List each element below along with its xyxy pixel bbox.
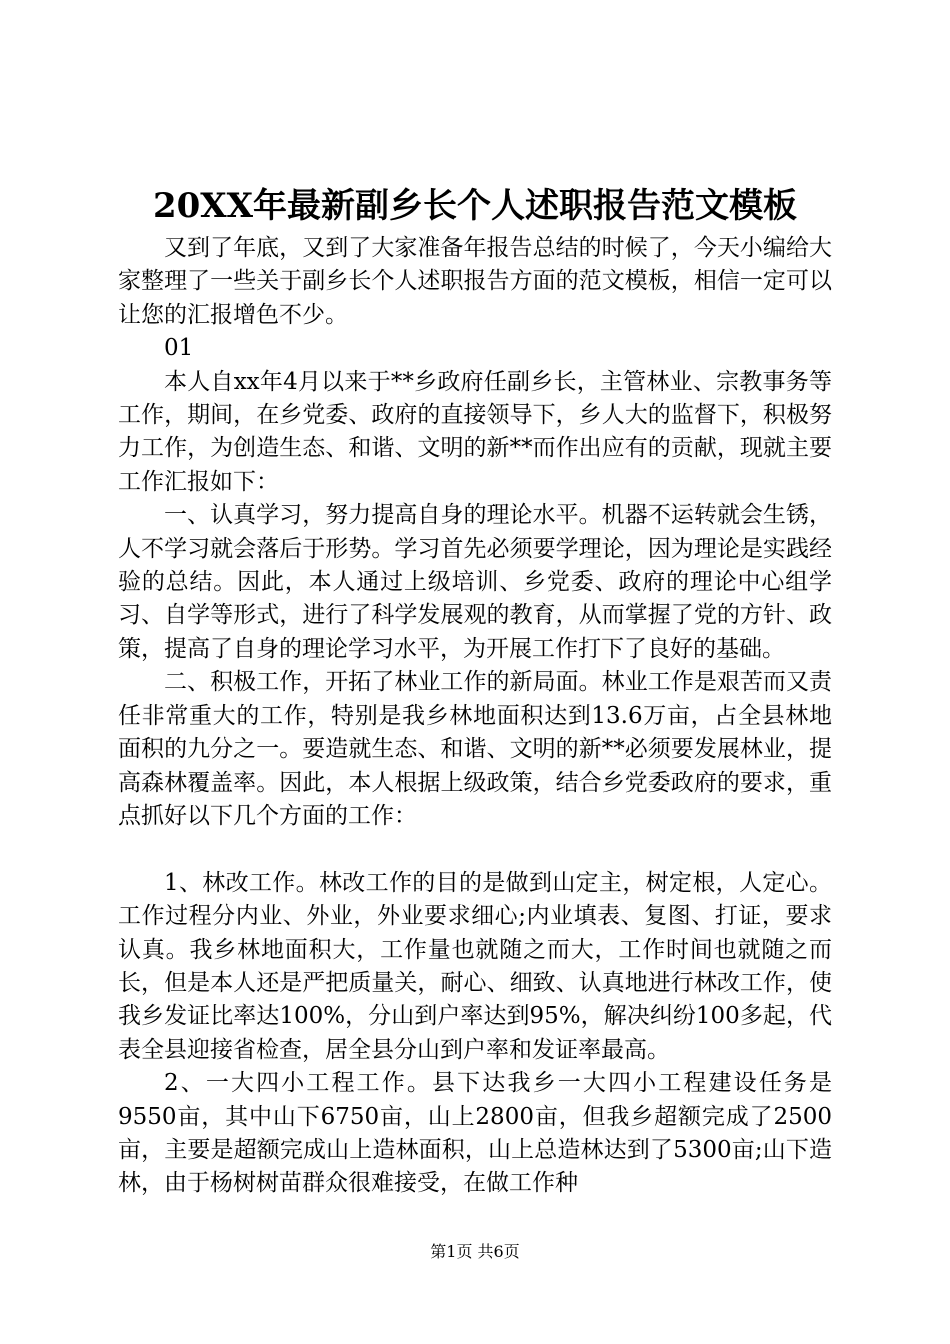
paragraph-forestry: 二、积极工作，开拓了林业工作的新局面。林业工作是艰苦而又责任非常重大的工作，特别是我乡林地面积达到13.6万亩，占全县林地面积的九分之一。要造就生态、和谐、文明的新**必须要发展林业，提高森林覆盖率。因此，本人根据上级政策，结合乡党委政府的要求，重点抓好以下几个方面的工作：	[118, 669, 832, 829]
paragraph-background: 本人自xx年4月以来于**乡政府任副乡长，主管林业、宗教事务等工作，期间，在乡党委、政府的直接领导下，乡人大的监督下，积极努力工作，为创造生态、和谐、文明的新**而作出应有的贡献，现就主要工作汇报如下：	[118, 368, 832, 495]
paragraph-intro: 又到了年底，又到了大家准备年报告总结的时候了，今天小编给大家整理了一些关于副乡长个人述职报告方面的范文模板，相信一定可以让您的汇报增色不少。	[118, 235, 832, 328]
document-body	[118, 232, 832, 1201]
paragraph-forest-reform: 1、林改工作。林改工作的目的是做到山定主，树定根，人定心。工作过程分内业、外业，外业要求细心;内业填表、复图、打证，要求认真。我乡林地面积大，工作量也就随之而大，工作时间也就随之而长，但是本人还是严把质量关，耐心、细致、认真地进行林改工作，使我乡发证比率达100%，分山到户率达到95%，解决纠纷100多起，代表全县迎接省检查，居全县分山到户率和发证率最高。	[118, 869, 832, 1063]
paragraph-project: 2、一大四小工程工作。县下达我乡一大四小工程建设任务是9550亩，其中山下6750亩，山上2800亩，但我乡超额完成了2500亩，主要是超额完成山上造林面积，山上总造林达到了5300亩;山下造林，由于杨树树苗群众很难接受，在做工作种	[118, 1070, 832, 1197]
blank-line	[118, 833, 832, 866]
paragraph-section-number: 01	[164, 335, 194, 362]
page-footer: 第1页 共6页	[430, 1242, 520, 1261]
paragraph-study: 一、认真学习，努力提高自身的理论水平。机器不运转就会生锈，人不学习就会落后于形势。学习首先必须要学理论，因为理论是实践经验的总结。因此，本人通过上级培训、乡党委、政府的理论中心组学习、自学等形式，进行了科学发展观的教育，从而掌握了党的方针、政策，提高了自身的理论学习水平，为开展工作打下了良好的基础。	[118, 502, 832, 662]
document-title: 20XX年最新副乡长个人述职报告范文模板	[152, 186, 798, 226]
